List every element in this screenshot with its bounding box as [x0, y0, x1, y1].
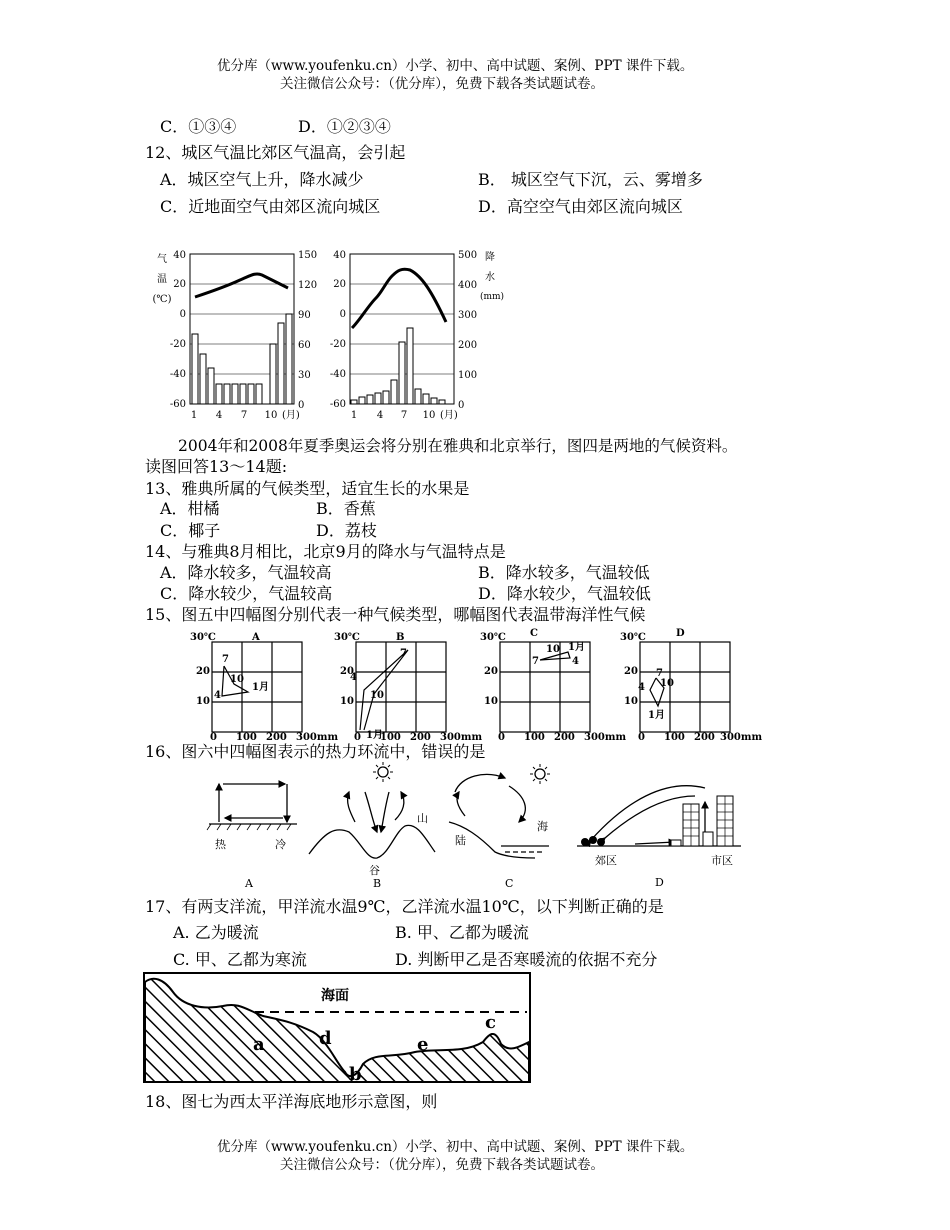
month-tick: 1	[350, 410, 358, 421]
q13-option-c: C．椰子	[160, 521, 221, 540]
precip-tick: 0	[458, 400, 465, 411]
right-axis-label-2: 水	[485, 272, 495, 283]
month-tick: 7	[240, 410, 248, 421]
temp-tick: -40	[329, 369, 346, 380]
right-axis-label-1: 降	[485, 252, 495, 263]
precip-tick: 30	[298, 370, 311, 381]
x-tick: 100	[380, 732, 401, 743]
point-label: 1月	[252, 682, 269, 693]
precip-tick: 100	[458, 370, 478, 381]
point-label: 7	[400, 648, 407, 659]
temp-tick: 20	[173, 279, 186, 290]
panel-b-label: B	[396, 632, 405, 643]
q17-stem: 17、有两支洋流，甲洋流水温9℃，乙洋流水温10℃，以下判断正确的是	[145, 897, 664, 916]
panel-a-label: A	[245, 877, 253, 890]
month-tick: 4	[376, 410, 384, 421]
x-tick: 300mm	[296, 732, 339, 743]
label-city: 市区	[711, 854, 733, 867]
x-tick: 0	[210, 732, 217, 743]
month-tick: 10	[264, 410, 278, 421]
label-valley: 谷	[369, 864, 380, 877]
seafloor-figure	[143, 972, 533, 1084]
label-hot: 热	[215, 838, 226, 851]
sea-level-label: 海面	[321, 988, 349, 1004]
point-label: 1月	[568, 642, 585, 653]
precip-tick: 200	[458, 340, 478, 351]
left-axis-label-3: (℃)	[152, 294, 172, 305]
y-top-label: 30℃	[334, 632, 360, 643]
q18-stem: 18、图七为西太平洋海底地形示意图，则	[145, 1092, 438, 1111]
q12-option-b: B． 城区空气下沉，云、雾增多	[478, 170, 703, 189]
x-tick: 300mm	[584, 732, 627, 743]
y-tick: 20	[340, 666, 354, 677]
point-label: 7	[532, 656, 539, 667]
y-tick: 10	[340, 696, 354, 707]
temp-tick: -60	[329, 399, 346, 410]
q14-option-d: D．降水较少，气温较低	[478, 584, 651, 603]
q13-option-d: D．荔枝	[316, 521, 377, 540]
temp-tick: 40	[333, 250, 346, 261]
q12-option-c: C．近地面空气由郊区流向城区	[160, 197, 381, 216]
precip-tick: 60	[298, 340, 311, 351]
temp-tick: 20	[333, 279, 346, 290]
x-tick: 0	[498, 732, 505, 743]
q11-option-c: C．①③④	[160, 117, 237, 136]
precip-tick: 90	[298, 310, 311, 321]
x-tick: 200	[410, 732, 431, 743]
q14-stem: 14、与雅典8月相比，北京9月的降水与气温特点是	[145, 542, 506, 561]
right-axis-label-3: (mm)	[479, 292, 505, 302]
q17-option-a: A. 乙为暖流	[173, 923, 259, 942]
header-line-1: 优分库（www.youfenku.cn）小学、初中、高中试题、案例、PPT 课件下载。	[217, 58, 694, 74]
x-tick: 0	[638, 732, 645, 743]
temp-tick: 40	[173, 250, 186, 261]
thermal-circulation-figure	[205, 762, 745, 892]
q12-option-a: A．城区空气上升，降水减少	[160, 170, 364, 189]
month-tick: 4	[215, 410, 223, 421]
label-e: e	[417, 1034, 429, 1055]
q13-option-b: B．香蕉	[316, 499, 376, 518]
x-tick: 0	[354, 732, 361, 743]
q11-option-d: D．①②③④	[298, 117, 391, 136]
point-label: 4	[572, 656, 579, 667]
precip-tick: 150	[298, 250, 318, 261]
label-mountain: 山	[417, 812, 428, 825]
x-tick: 100	[524, 732, 545, 743]
q16-stem: 16、图六中四幅图表示的热力环流中，错误的是	[145, 742, 486, 761]
temp-tick: 0	[339, 309, 346, 320]
month-tick: 10	[422, 410, 436, 421]
footer-line-1: 优分库（www.youfenku.cn）小学、初中、高中试题、案例、PPT 课件下载。	[217, 1139, 694, 1155]
y-tick: 20	[484, 666, 498, 677]
precip-tick: 300	[458, 310, 478, 321]
y-tick: 10	[196, 696, 210, 707]
q13-option-a: A．柑橘	[160, 499, 220, 518]
point-label: 10	[546, 644, 560, 655]
month-tick: 7	[400, 410, 408, 421]
climate-type-figure	[190, 626, 763, 744]
temp-tick: -20	[329, 339, 346, 350]
label-sea: 海	[537, 820, 548, 833]
temp-tick: 0	[179, 309, 186, 320]
point-label: 7	[656, 668, 663, 679]
header-line-2: 关注微信公众号：（优分库），免费下载各类试题试卷。	[280, 76, 604, 92]
x-tick: 200	[694, 732, 715, 743]
point-label: 10	[370, 690, 384, 701]
label-b: b	[349, 1064, 362, 1085]
y-top-label: 30℃	[620, 632, 646, 643]
x-tick: 100	[236, 732, 257, 743]
left-axis-label-1: 气	[157, 254, 167, 265]
intro-line-1: 2004年和2008年夏季奥运会将分别在雅典和北京举行，图四是两地的气候资料。	[178, 437, 738, 455]
x-tick: 100	[664, 732, 685, 743]
point-label: 4	[638, 682, 645, 693]
left-axis-label-2: 温	[157, 274, 167, 285]
temp-tick: -20	[169, 339, 186, 350]
point-label: 10	[230, 674, 244, 685]
q14-option-a: A．降水较多，气温较高	[160, 563, 332, 582]
climate-chart-figure	[140, 242, 505, 427]
temp-tick: -60	[169, 399, 186, 410]
q14-option-b: B．降水较多，气温较低	[478, 563, 650, 582]
x-tick: 200	[554, 732, 575, 743]
precip-tick: 0	[298, 400, 305, 411]
q12-option-d: D．高空空气由郊区流向城区	[478, 197, 683, 216]
y-top-label: 30℃	[190, 632, 216, 643]
point-label: 1月	[366, 730, 383, 741]
y-tick: 20	[196, 666, 210, 677]
intro-line-2: 读图回答13～14题:	[145, 457, 288, 476]
label-a: a	[253, 1034, 265, 1055]
y-tick: 10	[624, 696, 638, 707]
panel-a-label: A	[252, 632, 260, 643]
panel-b-label: B	[373, 877, 382, 890]
precip-tick: 120	[298, 280, 318, 291]
q17-option-c: C. 甲、乙都为寒流	[173, 950, 307, 969]
q13-stem: 13、雅典所属的气候类型，适宜生长的水果是	[145, 479, 470, 498]
panel-c-label: C	[530, 628, 538, 639]
point-label: 4	[350, 672, 357, 683]
panel-c-label: C	[505, 877, 514, 890]
month-unit: (月)	[282, 410, 300, 421]
label-cold: 冷	[275, 838, 286, 851]
y-tick: 20	[624, 666, 638, 677]
q17-option-d: D. 判断甲乙是否寒暖流的依据不充分	[395, 950, 658, 969]
q12-stem: 12、城区气温比郊区气温高，会引起	[145, 143, 406, 162]
precip-tick: 500	[458, 250, 478, 261]
label-suburb: 郊区	[595, 854, 617, 867]
month-tick: 1	[190, 410, 198, 421]
footer-line-2: 关注微信公众号：（优分库），免费下载各类试题试卷。	[280, 1157, 604, 1173]
panel-d-label: D	[655, 876, 664, 889]
q17-option-b: B. 甲、乙都为暖流	[395, 923, 529, 942]
label-land: 陆	[455, 834, 466, 847]
point-label: 4	[214, 690, 221, 701]
label-d: d	[319, 1028, 332, 1049]
point-label: 10	[660, 678, 674, 689]
panel-d-label: D	[676, 628, 685, 639]
y-tick: 10	[484, 696, 498, 707]
q14-option-c: C．降水较少，气温较高	[160, 584, 333, 603]
label-c: c	[485, 1012, 496, 1033]
y-top-label: 30℃	[480, 632, 506, 643]
x-tick: 300mm	[440, 732, 483, 743]
point-label: 7	[222, 654, 229, 665]
x-tick: 200	[266, 732, 287, 743]
x-tick: 300mm	[720, 732, 763, 743]
point-label: 1月	[648, 710, 665, 721]
precip-tick: 400	[458, 280, 478, 291]
temp-tick: -40	[169, 369, 186, 380]
month-unit: (月)	[440, 410, 458, 421]
q15-stem: 15、图五中四幅图分别代表一种气候类型，哪幅图代表温带海洋性气候	[145, 605, 646, 624]
